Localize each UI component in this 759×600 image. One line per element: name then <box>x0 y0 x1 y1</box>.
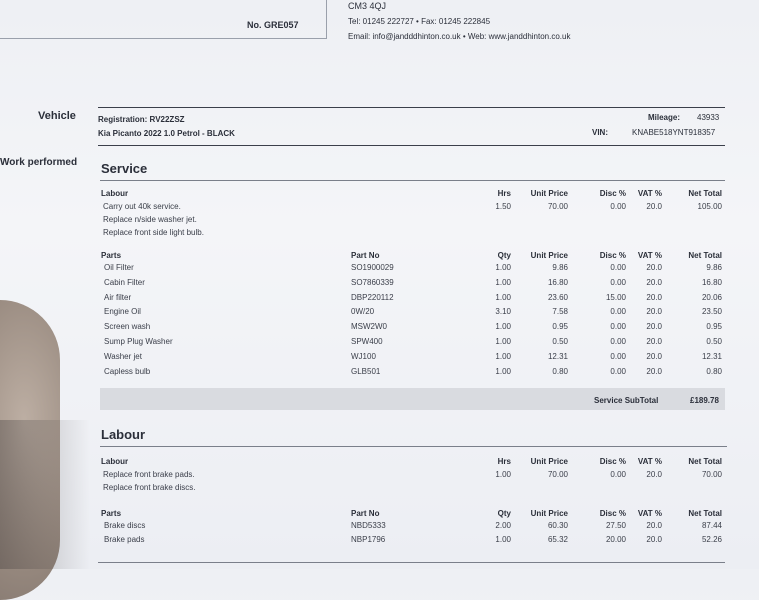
part-value: 1.00 <box>495 366 511 376</box>
vehicle-bottom-rule <box>98 145 725 146</box>
part-value: 16.80 <box>547 277 568 287</box>
parts-column-header: Part No <box>351 509 380 518</box>
part-value: 1.00 <box>495 292 511 302</box>
labour-column-header: VAT % <box>637 457 662 466</box>
part-value: 12.31 <box>547 351 568 361</box>
labour-bottom-rule <box>98 562 725 563</box>
part-value: 0.00 <box>610 277 626 287</box>
photo-shadow <box>0 420 90 569</box>
labour-column-header: Hrs <box>497 457 511 466</box>
parts-column-header: Net Total <box>688 251 722 260</box>
part-number: MSW2W0 <box>351 322 387 332</box>
part-number: SO7860339 <box>351 277 394 287</box>
part-name: Air filter <box>104 292 132 302</box>
labour-description-line: Replace front side light bulb. <box>103 228 204 237</box>
parts-column-header: Disc % <box>599 509 626 518</box>
part-value: 12.31 <box>701 351 722 361</box>
part-value: 16.80 <box>701 277 722 287</box>
part-name: Washer jet <box>104 351 142 361</box>
part-value: 20.0 <box>646 292 662 302</box>
part-value: 20.0 <box>646 307 662 317</box>
parts-column-header: VAT % <box>637 251 662 260</box>
mileage-label: Mileage: <box>648 113 681 122</box>
part-value: 9.86 <box>552 263 568 272</box>
labour-header: Labour <box>101 189 129 198</box>
email-web: Email: info@jandddhinton.co.uk • Web: www.janddhinton.co.uk <box>348 32 571 41</box>
part-name: Screen wash <box>104 322 151 332</box>
labour-value: 20.0 <box>646 202 662 211</box>
part-value: 65.32 <box>547 535 568 544</box>
part-value: 1.00 <box>495 277 511 287</box>
part-value: 1.00 <box>495 263 511 272</box>
part-value: 0.80 <box>706 366 722 376</box>
part-value: 0.50 <box>552 337 568 346</box>
labour-column-header: Unit Price <box>530 457 568 466</box>
labour-column-header: Net Total <box>688 189 722 198</box>
invoice-number: No. GRE057 <box>247 20 299 30</box>
postcode: CM3 4QJ <box>348 1 387 11</box>
labour-value: 105.00 <box>697 202 722 211</box>
service-subtotal-label: Service SubTotal <box>594 396 659 405</box>
labour-column-header: Disc % <box>599 457 626 466</box>
part-value: 0.00 <box>610 337 626 346</box>
part-value: 0.00 <box>610 307 626 317</box>
part-number: SPW400 <box>351 337 383 346</box>
service-title: Service <box>101 161 148 176</box>
part-value: 0.00 <box>610 263 626 272</box>
labour-value: 70.00 <box>547 202 568 211</box>
part-value: 20.0 <box>646 337 662 346</box>
labour-value: 20.0 <box>646 470 662 479</box>
part-value: 20.0 <box>646 351 662 361</box>
labour-title-rule <box>100 446 727 447</box>
part-value: 9.86 <box>706 263 722 272</box>
part-value: 27.50 <box>605 521 626 530</box>
labour-column-header: Unit Price <box>530 189 568 198</box>
part-name: Brake discs <box>104 521 146 530</box>
parts-column-header: Net Total <box>688 509 722 518</box>
part-value: 1.00 <box>495 322 511 332</box>
part-value: 1.00 <box>495 351 511 361</box>
part-value: 0.50 <box>706 337 722 346</box>
part-value: 0.95 <box>552 322 568 332</box>
labour-description-line: Replace front brake pads. <box>103 470 195 479</box>
part-value: 20.0 <box>646 535 662 544</box>
part-value: 0.00 <box>610 322 626 332</box>
labour-description-line: Carry out 40k service. <box>103 202 181 211</box>
labour-value: 70.00 <box>547 470 568 479</box>
labour-description-line: Replace n/side washer jet. <box>103 215 197 224</box>
service-title-rule <box>100 180 725 181</box>
part-name: Brake pads <box>104 535 145 544</box>
service-subtotal-value: £189.78 <box>690 396 719 405</box>
parts-header: Parts <box>101 509 122 518</box>
parts-column-header: Unit Price <box>530 251 568 260</box>
part-value: 52.26 <box>701 535 722 544</box>
parts-column-header: Qty <box>497 509 511 518</box>
part-number: DBP220112 <box>351 292 394 302</box>
tel-fax: Tel: 01245 222727 • Fax: 01245 222845 <box>348 17 491 26</box>
parts-column-header: Qty <box>497 251 511 260</box>
labour-column-header: Hrs <box>497 189 511 198</box>
vehicle-top-rule <box>98 107 725 108</box>
part-name: Engine Oil <box>104 307 141 317</box>
part-value: 0.80 <box>552 366 568 376</box>
labour-header: Labour <box>101 457 129 466</box>
part-value: 1.00 <box>495 337 511 346</box>
part-value: 0.00 <box>610 351 626 361</box>
labour-description-line: Replace front brake discs. <box>103 483 196 492</box>
part-value: 2.00 <box>495 521 511 530</box>
part-value: 87.44 <box>701 521 722 530</box>
labour-column-header: Net Total <box>688 457 722 466</box>
part-number: NBD5333 <box>351 521 386 530</box>
work-performed-label: Work performed <box>0 157 78 168</box>
labour-value: 70.00 <box>701 470 722 479</box>
part-name: Cabin Filter <box>104 277 145 287</box>
part-name: Oil Filter <box>104 263 134 272</box>
part-value: 20.0 <box>646 366 662 376</box>
part-number: WJ100 <box>351 351 376 361</box>
part-value: 20.0 <box>646 322 662 332</box>
part-value: 23.50 <box>701 307 722 317</box>
part-number: NBP1796 <box>351 535 386 544</box>
part-value: 0.00 <box>610 366 626 376</box>
labour-value: 0.00 <box>610 470 626 479</box>
parts-column-header: VAT % <box>637 509 662 518</box>
labour-value: 1.50 <box>495 202 511 211</box>
part-value: 3.10 <box>495 307 511 317</box>
part-number: GLB501 <box>351 366 381 376</box>
mileage-value: 43933 <box>697 113 720 122</box>
part-value: 20.0 <box>646 277 662 287</box>
part-number: 0W/20 <box>351 307 375 317</box>
part-value: 0.95 <box>706 322 722 332</box>
part-name: Capless bulb <box>104 366 151 376</box>
labour-title: Labour <box>101 427 146 442</box>
part-value: 20.0 <box>646 263 662 272</box>
part-value: 23.60 <box>547 292 568 302</box>
part-value: 60.30 <box>547 521 568 530</box>
part-value: 1.00 <box>495 535 511 544</box>
labour-value: 1.00 <box>495 470 511 479</box>
part-value: 7.58 <box>552 307 568 317</box>
labour-value: 0.00 <box>610 202 626 211</box>
part-name: Sump Plug Washer <box>104 337 173 346</box>
part-value: 20.06 <box>701 292 722 302</box>
vin-value: KNABE518YNT918357 <box>632 128 716 137</box>
part-value: 15.00 <box>605 292 626 302</box>
registration: Registration: RV22ZSZ <box>98 115 185 124</box>
labour-column-header: Disc % <box>599 189 626 198</box>
parts-column-header: Part No <box>351 251 380 260</box>
vehicle-description: Kia Picanto 2022 1.0 Petrol - BLACK <box>98 129 235 138</box>
parts-column-header: Disc % <box>599 251 626 260</box>
vehicle-section-label: Vehicle <box>38 110 76 122</box>
part-value: 20.0 <box>646 521 662 530</box>
vin-label: VIN: <box>592 128 608 137</box>
part-value: 20.00 <box>605 535 626 544</box>
labour-column-header: VAT % <box>637 189 662 198</box>
parts-column-header: Unit Price <box>530 509 568 518</box>
parts-header: Parts <box>101 251 122 260</box>
part-number: SO1900029 <box>351 263 394 272</box>
